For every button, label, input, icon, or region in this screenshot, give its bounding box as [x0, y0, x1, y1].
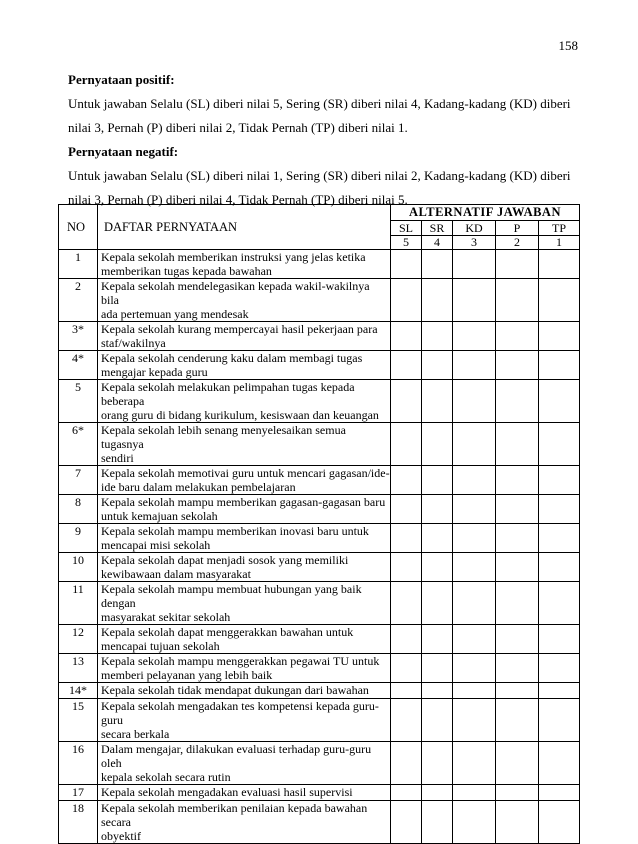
answer-cell-p[interactable] [496, 553, 539, 582]
answer-cell-sr[interactable] [422, 625, 453, 654]
statement-cell [98, 625, 391, 654]
answer-cell-sr[interactable] [422, 699, 453, 742]
row-number: 8 [59, 495, 98, 524]
answer-cell-sr[interactable] [422, 322, 453, 351]
statement-line-1: Kepala sekolah tidak mendapat dukungan dari bawahan [101, 683, 369, 697]
statement-line-1: Kepala sekolah dapat menggerakkan bawahan untuk [101, 625, 354, 639]
table-row [59, 699, 580, 742]
answer-cell-tp[interactable] [539, 801, 580, 844]
answer-cell-tp[interactable] [539, 351, 580, 380]
statement-line-1: Kepala sekolah kurang mempercayai hasil pekerjaan para [101, 322, 378, 336]
statement-cell [98, 801, 391, 844]
statement-line-1: Kepala sekolah lebih senang menyelesaikan semua tugasnya [101, 423, 346, 451]
statement-cell [98, 742, 391, 785]
statement-line-1: Kepala sekolah memberikan instruksi yang jelas ketika [101, 250, 366, 264]
table-row [59, 466, 580, 495]
answer-cell-p[interactable] [496, 524, 539, 553]
answer-cell-kd[interactable] [453, 423, 496, 466]
answer-cell-p[interactable] [496, 785, 539, 801]
answer-cell-sr[interactable] [422, 279, 453, 322]
statement-line-1: Dalam mengajar, dilakukan evaluasi terhadap guru-guru oleh [101, 742, 372, 770]
answer-cell-p[interactable] [496, 279, 539, 322]
statement-line-1: Kepala sekolah mampu memberikan inovasi baru untuk [101, 524, 369, 538]
answer-cell-p[interactable] [496, 466, 539, 495]
statement-line-1: Kepala sekolah mengadakan evaluasi hasil supervisi [101, 785, 353, 799]
score-kd: 3 [453, 235, 496, 249]
answer-cell-p[interactable] [496, 423, 539, 466]
answer-cell-tp[interactable] [539, 654, 580, 683]
statement-line-1: Kepala sekolah mendelegasikan kepada wakil-wakilnya bila [101, 279, 370, 307]
table-row [59, 351, 580, 380]
statement-cell [98, 380, 391, 423]
score-sr: 4 [422, 235, 453, 249]
row-number: 7 [59, 466, 98, 495]
questionnaire-table [58, 204, 580, 844]
answer-cell-kd[interactable] [453, 466, 496, 495]
answer-cell-tp[interactable] [539, 466, 580, 495]
row-number: 11 [59, 582, 98, 625]
answer-cell-tp[interactable] [539, 553, 580, 582]
answer-cell-sr[interactable] [422, 801, 453, 844]
negative-statement-section [68, 140, 578, 212]
statement-cell [98, 683, 391, 699]
answer-cell-sl[interactable] [391, 582, 422, 625]
answer-cell-kd[interactable] [453, 322, 496, 351]
answer-cell-kd[interactable] [453, 279, 496, 322]
table-row [59, 380, 580, 423]
answer-cell-kd[interactable] [453, 582, 496, 625]
header-alternatif-jawaban: ALTERNATIF JAWABAN [391, 205, 580, 221]
answer-cell-kd[interactable] [453, 742, 496, 785]
table-row [59, 582, 580, 625]
row-number: 2 [59, 279, 98, 322]
statement-cell [98, 351, 391, 380]
statement-line-2: sendiri [101, 451, 134, 465]
answer-cell-sr[interactable] [422, 553, 453, 582]
answer-cell-p[interactable] [496, 582, 539, 625]
statement-line-2: ide baru dalam melakukan pembelajaran [101, 480, 296, 494]
statement-cell [98, 495, 391, 524]
answer-cell-p[interactable] [496, 699, 539, 742]
statement-cell [98, 524, 391, 553]
statement-line-2: memberi pelayanan yang lebih baik [101, 668, 273, 682]
answer-cell-tp[interactable] [539, 699, 580, 742]
negative-heading: Pernyataan negatif: [68, 144, 179, 159]
statement-line-2: secara berkala [101, 727, 170, 741]
row-number: 5 [59, 380, 98, 423]
statement-line-1: Kepala sekolah mampu menggerakkan pegawai TU untuk [101, 654, 380, 668]
answer-cell-sr[interactable] [422, 582, 453, 625]
table-row [59, 524, 580, 553]
statement-line-2: staf/wakilnya [101, 336, 166, 350]
negative-line-1: Untuk jawaban Selalu (SL) diberi nilai 1, Sering (SR) diberi nilai 2, Kadang-kadang (KD) diberi [68, 168, 571, 183]
answer-cell-p[interactable] [496, 625, 539, 654]
answer-cell-sl[interactable] [391, 742, 422, 785]
answer-cell-sl[interactable] [391, 466, 422, 495]
statement-line-2: kepala sekolah secara rutin [101, 770, 231, 784]
table-row [59, 801, 580, 844]
page-number: 158 [558, 38, 578, 53]
row-number: 16 [59, 742, 98, 785]
answer-cell-tp[interactable] [539, 524, 580, 553]
statement-line-2: mencapai misi sekolah [101, 538, 211, 552]
statement-line-2: mengajar kepada guru [101, 365, 208, 379]
answer-cell-kd[interactable] [453, 785, 496, 801]
answer-cell-sr[interactable] [422, 380, 453, 423]
statement-line-2: ada pertemuan yang mendesak [101, 307, 249, 321]
answer-cell-p[interactable] [496, 683, 539, 699]
row-number: 14* [59, 683, 98, 699]
answer-cell-kd[interactable] [453, 699, 496, 742]
answer-cell-sl[interactable] [391, 785, 422, 801]
statement-line-1: Kepala sekolah mampu membuat hubungan yang baik dengan [101, 582, 362, 610]
answer-cell-tp[interactable] [539, 250, 580, 279]
statement-line-1: Kepala sekolah cenderung kaku dalam membagi tugas [101, 351, 363, 365]
answer-cell-tp[interactable] [539, 279, 580, 322]
answer-cell-sr[interactable] [422, 654, 453, 683]
answer-cell-sl[interactable] [391, 322, 422, 351]
answer-cell-tp[interactable] [539, 380, 580, 423]
answer-cell-tp[interactable] [539, 785, 580, 801]
statement-cell [98, 582, 391, 625]
answer-cell-sr[interactable] [422, 524, 453, 553]
statement-cell [98, 654, 391, 683]
row-number: 18 [59, 801, 98, 844]
row-number: 12 [59, 625, 98, 654]
answer-cell-p[interactable] [496, 801, 539, 844]
table-row [59, 322, 580, 351]
statement-line-1: Kepala sekolah mengadakan tes kompetensi kepada guru-guru [101, 699, 379, 727]
answer-cell-sl[interactable] [391, 625, 422, 654]
answer-cell-sl[interactable] [391, 524, 422, 553]
statement-line-2: memberikan tugas kepada bawahan [101, 264, 272, 278]
answer-cell-sl[interactable] [391, 279, 422, 322]
statement-line-2: obyektif [101, 829, 141, 843]
answer-cell-p[interactable] [496, 495, 539, 524]
answer-cell-tp[interactable] [539, 742, 580, 785]
statement-cell [98, 785, 391, 801]
answer-cell-sl[interactable] [391, 351, 422, 380]
answer-cell-tp[interactable] [539, 683, 580, 699]
statement-line-2: masyarakat sekitar sekolah [101, 610, 231, 624]
answer-cell-p[interactable] [496, 742, 539, 785]
table-row [59, 553, 580, 582]
row-number: 4* [59, 351, 98, 380]
answer-cell-sr[interactable] [422, 785, 453, 801]
score-p: 2 [496, 235, 539, 249]
header-no: NO [59, 205, 98, 250]
answer-cell-p[interactable] [496, 250, 539, 279]
answer-cell-kd[interactable] [453, 524, 496, 553]
statement-line-1: Kepala sekolah melakukan pelimpahan tugas kepada beberapa [101, 380, 355, 408]
table-row [59, 279, 580, 322]
statement-cell [98, 322, 391, 351]
statement-cell [98, 250, 391, 279]
answer-cell-sr[interactable] [422, 423, 453, 466]
statement-line-2: orang guru di bidang kurikulum, kesiswaan dan keuangan [101, 408, 379, 422]
answer-cell-p[interactable] [496, 322, 539, 351]
answer-cell-sl[interactable] [391, 553, 422, 582]
answer-cell-tp[interactable] [539, 625, 580, 654]
row-number: 13 [59, 654, 98, 683]
row-number: 6* [59, 423, 98, 466]
answer-cell-sr[interactable] [422, 742, 453, 785]
answer-cell-sr[interactable] [422, 683, 453, 699]
row-number: 10 [59, 553, 98, 582]
row-number: 9 [59, 524, 98, 553]
row-number: 17 [59, 785, 98, 801]
table-row [59, 250, 580, 279]
answer-cell-kd[interactable] [453, 553, 496, 582]
answer-cell-sr[interactable] [422, 466, 453, 495]
table-row [59, 785, 580, 801]
answer-cell-tp[interactable] [539, 423, 580, 466]
row-number: 15 [59, 699, 98, 742]
table-row [59, 654, 580, 683]
option-sr: SR [422, 221, 453, 235]
statement-line-1: Kepala sekolah memotivai guru untuk mencari gagasan/ide- [101, 466, 390, 480]
answer-cell-kd[interactable] [453, 654, 496, 683]
statement-line-1: Kepala sekolah mampu memberikan gagasan-gagasan baru [101, 495, 386, 509]
statement-line-1: Kepala sekolah dapat menjadi sosok yang memiliki [101, 553, 349, 567]
answer-cell-sl[interactable] [391, 654, 422, 683]
statement-line-2: kewibawaan dalam masyarakat [101, 567, 251, 581]
row-number: 1 [59, 250, 98, 279]
answer-cell-sl[interactable] [391, 801, 422, 844]
option-p: P [496, 221, 539, 235]
answer-cell-kd[interactable] [453, 250, 496, 279]
negative-line-2: nilai 3, Pernah (P) diberi nilai 4, Tidak Pernah (TP) diberi nilai 5. [68, 192, 408, 207]
answer-cell-kd[interactable] [453, 351, 496, 380]
answer-cell-p[interactable] [496, 654, 539, 683]
statement-cell [98, 279, 391, 322]
answer-cell-tp[interactable] [539, 495, 580, 524]
answer-cell-kd[interactable] [453, 625, 496, 654]
header-daftar-pernyataan: DAFTAR PERNYATAAN [98, 205, 391, 250]
answer-cell-p[interactable] [496, 380, 539, 423]
statement-cell [98, 423, 391, 466]
table-row [59, 742, 580, 785]
option-tp: TP [539, 221, 580, 235]
answer-cell-sr[interactable] [422, 250, 453, 279]
statement-cell [98, 466, 391, 495]
answer-cell-sl[interactable] [391, 250, 422, 279]
answer-cell-sl[interactable] [391, 380, 422, 423]
option-kd: KD [453, 221, 496, 235]
answer-cell-sl[interactable] [391, 423, 422, 466]
positive-heading: Pernyataan positif: [68, 72, 175, 87]
answer-cell-kd[interactable] [453, 683, 496, 699]
answer-cell-p[interactable] [496, 351, 539, 380]
table-row [59, 625, 580, 654]
answer-cell-sl[interactable] [391, 495, 422, 524]
statement-line-1: Kepala sekolah memberikan penilaian kepada bawahan secara [101, 801, 368, 829]
answer-cell-tp[interactable] [539, 322, 580, 351]
score-sl: 5 [391, 235, 422, 249]
answer-cell-kd[interactable] [453, 801, 496, 844]
positive-line-1: Untuk jawaban Selalu (SL) diberi nilai 5, Sering (SR) diberi nilai 4, Kadang-kadang (KD) diberi [68, 96, 571, 111]
answer-cell-sl[interactable] [391, 699, 422, 742]
table-row [59, 495, 580, 524]
answer-cell-kd[interactable] [453, 495, 496, 524]
table-row [59, 423, 580, 466]
statement-line-2: untuk kemajuan sekolah [101, 509, 218, 523]
answer-cell-tp[interactable] [539, 582, 580, 625]
positive-statement-section [68, 68, 578, 140]
answer-cell-sl[interactable] [391, 683, 422, 699]
option-sl: SL [391, 221, 422, 235]
answer-cell-kd[interactable] [453, 380, 496, 423]
positive-line-2: nilai 3, Pernah (P) diberi nilai 2, Tidak Pernah (TP) diberi nilai 1. [68, 120, 408, 135]
statement-cell [98, 553, 391, 582]
table-row [59, 683, 580, 699]
answer-cell-sr[interactable] [422, 495, 453, 524]
statement-cell [98, 699, 391, 742]
score-tp: 1 [539, 235, 580, 249]
answer-cell-sr[interactable] [422, 351, 453, 380]
row-number: 3* [59, 322, 98, 351]
statement-line-2: mencapai tujuan sekolah [101, 639, 220, 653]
